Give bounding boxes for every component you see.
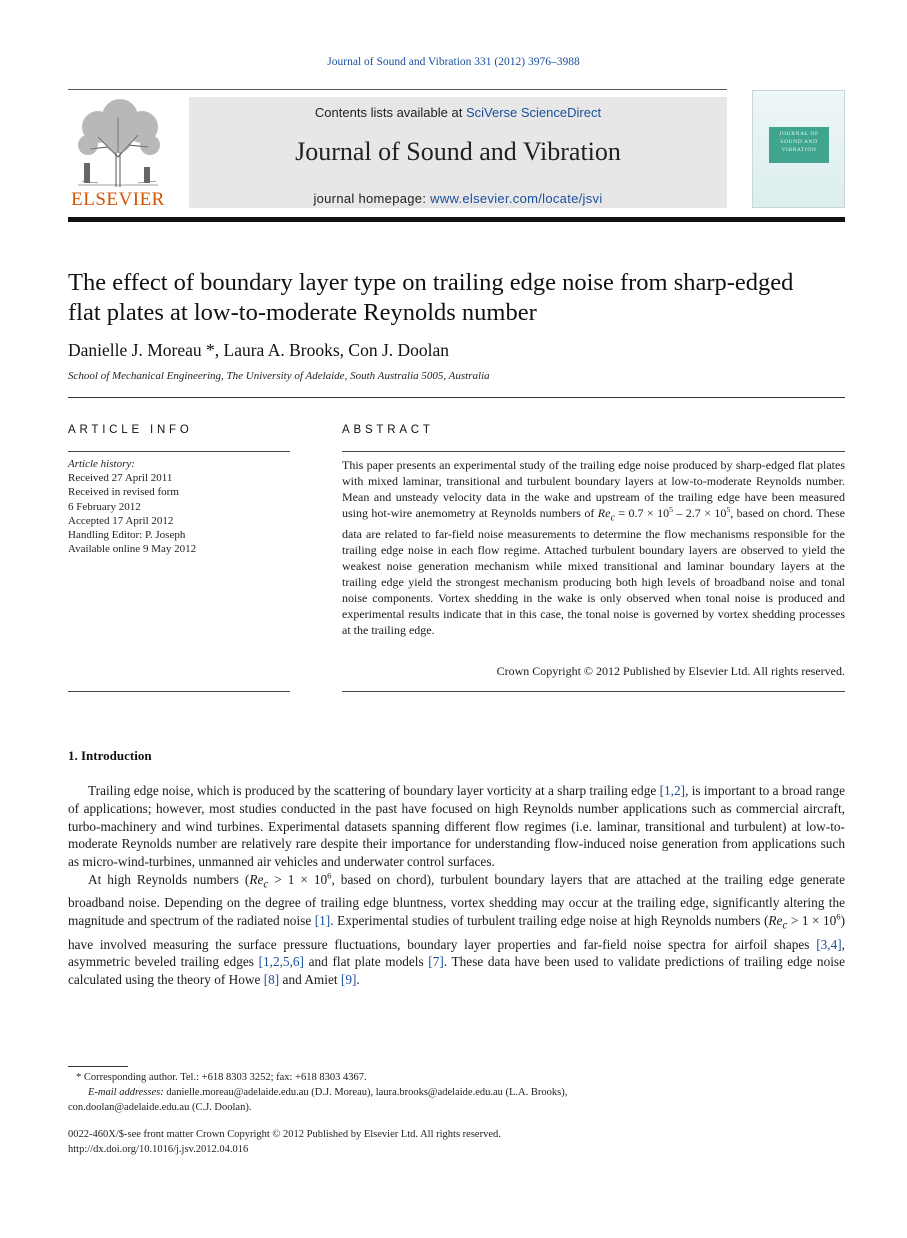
- exponent: 5: [726, 505, 731, 514]
- header-thick-rule: [68, 217, 845, 222]
- intro-paragraph: [68, 871, 845, 989]
- introduction-heading: 1. Introduction: [68, 748, 152, 763]
- reference-link[interactable]: [1]: [314, 913, 331, 929]
- corresponding-author-note: * Corresponding author. Tel.: +618 8303 3252; fax: +618 8303 4367.: [76, 1072, 367, 1083]
- abstract-bottom-rule: [342, 691, 845, 692]
- reynolds-symbol: Re: [249, 871, 264, 887]
- history-line: Received 27 April 2011: [68, 472, 173, 485]
- reference-link[interactable]: [8]: [263, 972, 280, 988]
- reference-link[interactable]: [7]: [428, 954, 444, 970]
- contents-prefix: Contents lists available at: [314, 105, 466, 120]
- history-line: Received in revised form: [68, 486, 179, 499]
- text-run: , asymmetric beveled trailing edges: [68, 936, 845, 970]
- reynolds-subscript: c: [782, 919, 788, 932]
- text-run: , is important to a broad range of applications; however, most studies conducted in the past have focused on high Reynolds number applications such as commercial aircraft, turbo-machinery and wind turbines. Experimental datasets spanning different flow regimes (i.e. laminar, transitional and turbulent) at low-to-moderate Reynolds number are relatively rare despite their importance for understanding flow-induced noise generation from applications such as micro-wind-turbines, unmanned air vehicles and underwater control surfaces.: [68, 783, 845, 870]
- cover-title-text: [769, 130, 829, 154]
- article-info-rule: [68, 451, 290, 452]
- doi-link[interactable]: http://dx.doi.org/10.1016/j.jsv.2012.04.016: [68, 1144, 249, 1155]
- reference-link[interactable]: [1,2]: [659, 783, 686, 798]
- tree-icon: [68, 97, 168, 189]
- text-run: ) have involved measuring the surface pressure fluctuations, boundary layer properties and far-field noise spectra for airfoil shapes: [68, 913, 846, 952]
- reynolds-subscript: c: [610, 512, 615, 524]
- history-line: Accepted 17 April 2012: [68, 514, 174, 527]
- cover-line: VIBRATION: [781, 147, 817, 153]
- homepage-prefix: journal homepage:: [313, 191, 431, 206]
- reynolds-symbol: Re: [597, 506, 611, 520]
- introduction-body: [68, 782, 845, 989]
- abstract-text: [342, 457, 845, 638]
- text-run: .: [356, 972, 360, 988]
- homepage-line: [189, 191, 727, 206]
- cover-title-block: [769, 127, 829, 163]
- elsevier-wordmark: ELSEVIER: [71, 189, 165, 210]
- exponent: 6: [836, 911, 841, 922]
- intro-paragraph: [68, 782, 845, 871]
- journal-header-box: [189, 97, 727, 208]
- journal-cover-thumbnail[interactable]: [752, 90, 845, 208]
- history-line: Available online 9 May 2012: [68, 543, 197, 556]
- abstract-part: – 2.7 × 10: [672, 506, 727, 520]
- reference-link[interactable]: [3,4]: [816, 936, 842, 952]
- email-addresses[interactable]: danielle.moreau@adelaide.edu.au (D.J. Moreau), laura.brooks@adelaide.edu.au (L.A. Brooks),: [163, 1087, 568, 1098]
- text-run: > 1 × 10: [787, 913, 837, 929]
- text-run: At high Reynolds numbers (: [88, 871, 250, 887]
- reynolds-symbol: Re: [768, 913, 783, 929]
- sciencedirect-link[interactable]: SciVerse ScienceDirect: [465, 105, 602, 120]
- history-line: 6 February 2012: [68, 500, 141, 513]
- abstract-copyright: Crown Copyright © 2012 Published by Elsevier Ltd. All rights reserved.: [496, 664, 845, 678]
- text-run: and Amiet: [279, 972, 341, 988]
- abstract-heading: ABSTRACT: [342, 424, 434, 436]
- exponent: 5: [669, 505, 673, 514]
- abstract-part: , based on chord. These data are related to far-field noise measurements to determine the flow mechanisms responsible for the trailing edge noise in each flow regime. Attached turbulent boundary layers are observed to yield the weakest noise generation mechanism while mixed transitional and laminar boundary layers at the trailing edge yield the strongest mechanism producing both high levels of broadband noise and tonal noise components. Vortex shedding in the wake is only observed when tonal noise is produced and experimental results indicate that in this case, the tonal noise is governed by vortex shedding processes at the trailing edge.: [342, 506, 845, 638]
- journal-citation[interactable]: Journal of Sound and Vibration 331 (2012) 3976–3988: [327, 56, 580, 68]
- footnote-rule: [68, 1066, 128, 1067]
- text-run: Trailing edge noise, which is produced by the scattering of boundary layer vorticity at a sharp trailing edge: [88, 783, 660, 798]
- affiliation: School of Mechanical Engineering, The University of Adelaide, South Australia 5005, Australia: [68, 370, 490, 382]
- cover-line: JOURNAL OF: [779, 131, 819, 137]
- text-run: . Experimental studies of turbulent trailing edge noise at high Reynolds numbers (: [330, 913, 769, 929]
- elsevier-logo[interactable]: [68, 97, 168, 211]
- email-label: E-mail addresses:: [88, 1087, 164, 1098]
- text-run: > 1 × 10: [268, 871, 328, 887]
- history-line: Handling Editor: P. Joseph: [68, 529, 186, 542]
- article-title: The effect of boundary layer type on trailing edge noise from sharp-edged flat plates at low-to-moderate Reynolds number: [68, 269, 794, 326]
- contents-line: [189, 105, 727, 120]
- exponent: 6: [327, 870, 332, 881]
- header-divider: [68, 89, 727, 90]
- text-run: , based on chord), turbulent boundary layers that are attached at the trailing edge generate broadband noise. Depending on the degree of trailing edge bluntness, vortex shedding may occur at the trailing edge, significantly altering the magnitude and spectrum of the radiated noise: [68, 871, 845, 929]
- text-run: and flat plate models: [304, 954, 429, 970]
- article-history: [68, 457, 290, 556]
- abstract-part: This paper presents an experimental study of the trailing edge noise produced by sharp-edged flat plates with mixed laminar, transitional and turbulent boundary layers at low-to-moderate Reynolds number. Mean and unsteady velocity data in the wake and upstream of the trailing edge have been measured using hot-wire anemometry at Reynolds numbers of: [342, 458, 845, 520]
- email-note-continued[interactable]: con.doolan@adelaide.edu.au (C.J. Doolan).: [68, 1102, 252, 1113]
- history-label: Article history:: [68, 458, 135, 470]
- reynolds-subscript: c: [263, 878, 269, 891]
- author-list: Danielle J. Moreau *, Laura A. Brooks, Con J. Doolan: [68, 340, 450, 360]
- text-run: . These data have been used to validate predictions of trailing edge noise calculated using the theory of Howe: [68, 954, 846, 988]
- front-matter-footer: [68, 1127, 845, 1157]
- homepage-link[interactable]: www.elsevier.com/locate/jsvi: [430, 191, 603, 206]
- journal-name: Journal of Sound and Vibration: [295, 137, 621, 166]
- issn-line: 0022-460X/$-see front matter Crown Copyright © 2012 Published by Elsevier Ltd. All rights reserved.: [68, 1129, 501, 1140]
- reference-link[interactable]: [1,2,5,6]: [258, 954, 304, 970]
- cover-line: SOUND AND: [780, 139, 818, 145]
- section-divider: [68, 397, 845, 398]
- article-info-heading: ARTICLE INFO: [68, 424, 193, 436]
- footnotes: [68, 1070, 845, 1115]
- reference-link[interactable]: [9]: [340, 972, 357, 988]
- abstract-part: = 0.7 × 10: [614, 506, 670, 520]
- abstract-rule: [342, 451, 845, 452]
- article-info-bottom-rule: [68, 691, 290, 692]
- email-note: [68, 1085, 845, 1100]
